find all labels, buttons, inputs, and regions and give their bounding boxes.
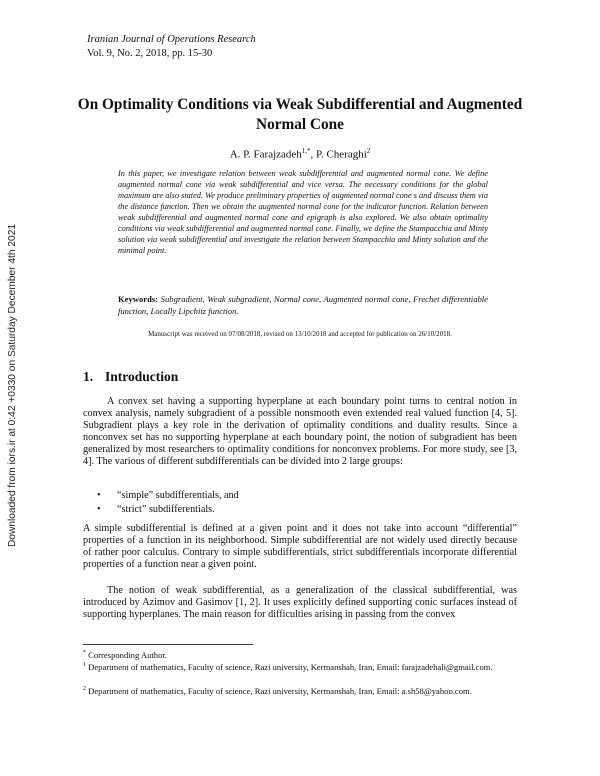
footnote-mark: * [83,650,86,656]
keywords-label: Keywords: [118,294,159,304]
journal-name: Iranian Journal of Operations Research [87,34,256,45]
footnote-text: Department of mathematics, Faculty of science, Razi university, Kermanshah, Iran, Email: farajzadehali@gmail.com. [88,661,493,672]
journal-header [87,33,256,61]
footnote-mark: 1 [83,662,86,668]
author-separator: , [310,148,317,161]
paragraph-3: The notion of weak subdifferential, as a generalization of the classical subdifferential, was introduced by Azimov and Gasimov [1, 2]. It uses explicitly defined supporting conic surfaces instead of supporting hyperplanes. The main reason for difficulties arising in passing from the convex [83,585,517,621]
list-item [97,503,239,517]
bullet-list [97,489,239,517]
download-stamp-text: Downloaded from iors.ir at 0:42 +0330 on Saturday December 4th 2021 [7,223,19,547]
author-2-mark: 2 [366,147,371,155]
manuscript-note: Manuscript was received on 07/08/2018, revised on 13/10/2018 and accepted for publication on 26/10/2018. [148,330,452,338]
bullet-text: “strict” subdifferentials. [117,504,215,515]
footnote-text: Department of mathematics, Faculty of science, Razi university, Kermanshah, Iran, Email: a.sh58@yahoo.com. [88,685,472,696]
author-1: A. P. Farajzadeh [229,148,302,161]
paragraph-2: A simple subdifferential is defined at a given point and it does not take into account “differential” properties of a function in its neighborhood. Simple subdifferential are not widely used directly because of rather poor calculus. Contrary to simple subdifferentials, strict subdifferentials incorporate differential properties of a function near a given point. [83,523,517,571]
abstract: In this paper, we investigate relation between weak subdifferential and augmented normal cone. We define augmented normal cone via weak subdifferential and vice versa. The necessary conditions for the global maximum are also stated. We produce preliminary properties of augmented normal cone s and discuss them via the distance function. Then we obtain the augmented normal cone for the indicator function. Relation between weak subdifferential and augmented normal cone and epigraph is also explored. We also obtain optimality conditions via weak subdifferential and augmented normal cone. Finally, we define the Stampacchia and Minty solution via weak subdifferential and investigate the relation between Stampacchia and Minty solution and the minimal point. [118,169,488,255]
section-heading [83,369,178,385]
footnote-mark: 2 [83,686,86,692]
author-2: P. Cheraghi [316,148,367,161]
footnote-1 [83,660,517,673]
author-1-mark: 1,* [301,147,311,155]
bullet-symbol: • [97,490,101,501]
paper-title: On Optimality Conditions via Weak Subdifferential and Augmented Normal Cone [77,96,523,133]
keywords [118,294,488,317]
footnote-text: Corresponding Author. [88,649,167,660]
section-title: Introduction [105,369,179,384]
footnote-corresponding [83,648,517,661]
list-item [97,489,239,503]
paragraph-1: A convex set having a supporting hyperplane at each boundary point turns to central notion in convex analysis, namely subgradient of a possible nonsmooth even extended real valued function [4, 5]. Subgradient plays a key role in the derivation of optimality conditions and duality results. Since a nonconvex set has no supporting hyperplane at each boundary point, the notion of subgradient has been generalized by most researchers to optimality conditions for nonconvex problems. For more study, see [3, 4]. The various of different subdifferentials can be divided into 2 large groups: [83,396,517,468]
download-stamp [3,180,23,590]
section-number: 1. [83,369,94,384]
bullet-text: “simple” subdifferentials, and [117,490,239,501]
footnote-divider [83,644,253,645]
footnote-2 [83,684,517,697]
bullet-symbol: • [97,504,101,515]
author-line [0,147,600,161]
keywords-text: Subgradient, Weak subgradient, Normal cone, Augmented normal cone, Frechet differentiable function, Locally Lipchitz function. [118,294,488,316]
journal-issue: Vol. 9, No. 2, 2018, pp. 15-30 [87,48,213,59]
